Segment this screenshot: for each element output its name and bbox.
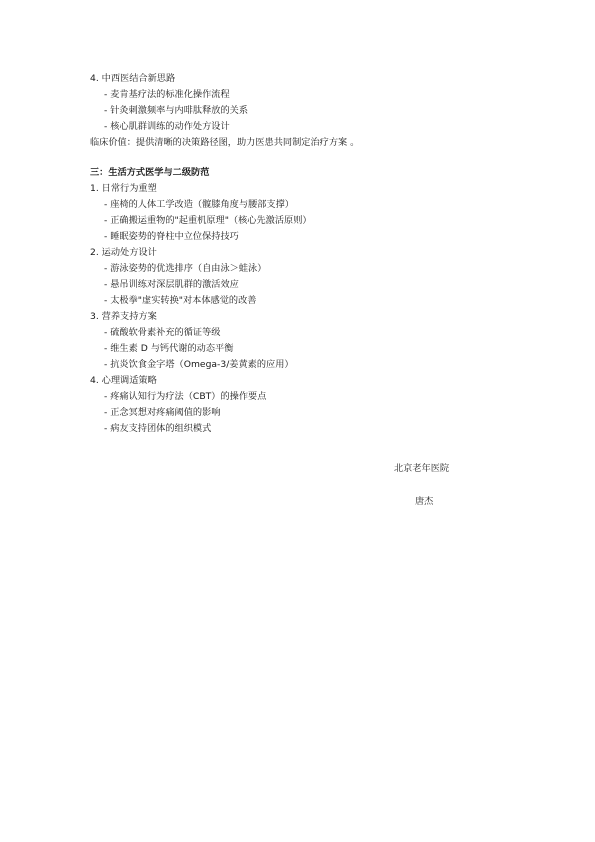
group-title: 4. 心理调适策略	[90, 375, 157, 386]
list-item: - 正确搬运重物的"起重机原理"（核心先激活原则）	[104, 215, 312, 226]
list-item: - 维生素 D 与钙代谢的动态平衡	[104, 343, 234, 354]
group-title: 3. 营养支持方案	[90, 311, 157, 322]
list-item: - 核心肌群训练的动作处方设计	[104, 121, 230, 132]
list-item: - 疼痛认知行为疗法（CBT）的操作要点	[104, 391, 267, 402]
list-item: - 针灸刺激频率与内啡肽释放的关系	[104, 105, 249, 116]
group-title: 1. 日常行为重塑	[90, 183, 157, 194]
list-item: - 悬吊训练对深层肌群的激活效应	[104, 279, 239, 290]
list-item: - 病友支持团体的组织模式	[104, 423, 212, 434]
list-item: - 座椅的人体工学改造（髋膝角度与腰部支撑）	[104, 199, 294, 210]
list-item: - 抗炎饮食金字塔（Omega-3/姜黄素的应用）	[104, 359, 294, 370]
list-item: - 麦肯基疗法的标准化操作流程	[104, 89, 230, 100]
section-title: 4. 中西医结合新思路	[90, 73, 176, 84]
list-item: - 正念冥想对疼痛阈值的影响	[104, 407, 221, 418]
clinical-value-text: 临床价值：提供清晰的决策路径图，助力医患共同制定治疗方案 。	[90, 137, 360, 148]
signature-author: 唐杰	[415, 496, 434, 507]
section-heading: 三：生活方式医学与二级防范	[90, 167, 210, 178]
list-item: - 硫酸软骨素补充的循证等级	[104, 327, 221, 338]
group-title: 2. 运动处方设计	[90, 247, 157, 258]
list-item: - 睡眠姿势的脊柱中立位保持技巧	[104, 231, 239, 242]
signature-institution: 北京老年医院	[394, 463, 450, 474]
list-item: - 游泳姿势的优选排序（自由泳＞蛙泳）	[104, 263, 267, 274]
list-item: - 太极拳"虚实转换"对本体感觉的改善	[104, 295, 257, 306]
